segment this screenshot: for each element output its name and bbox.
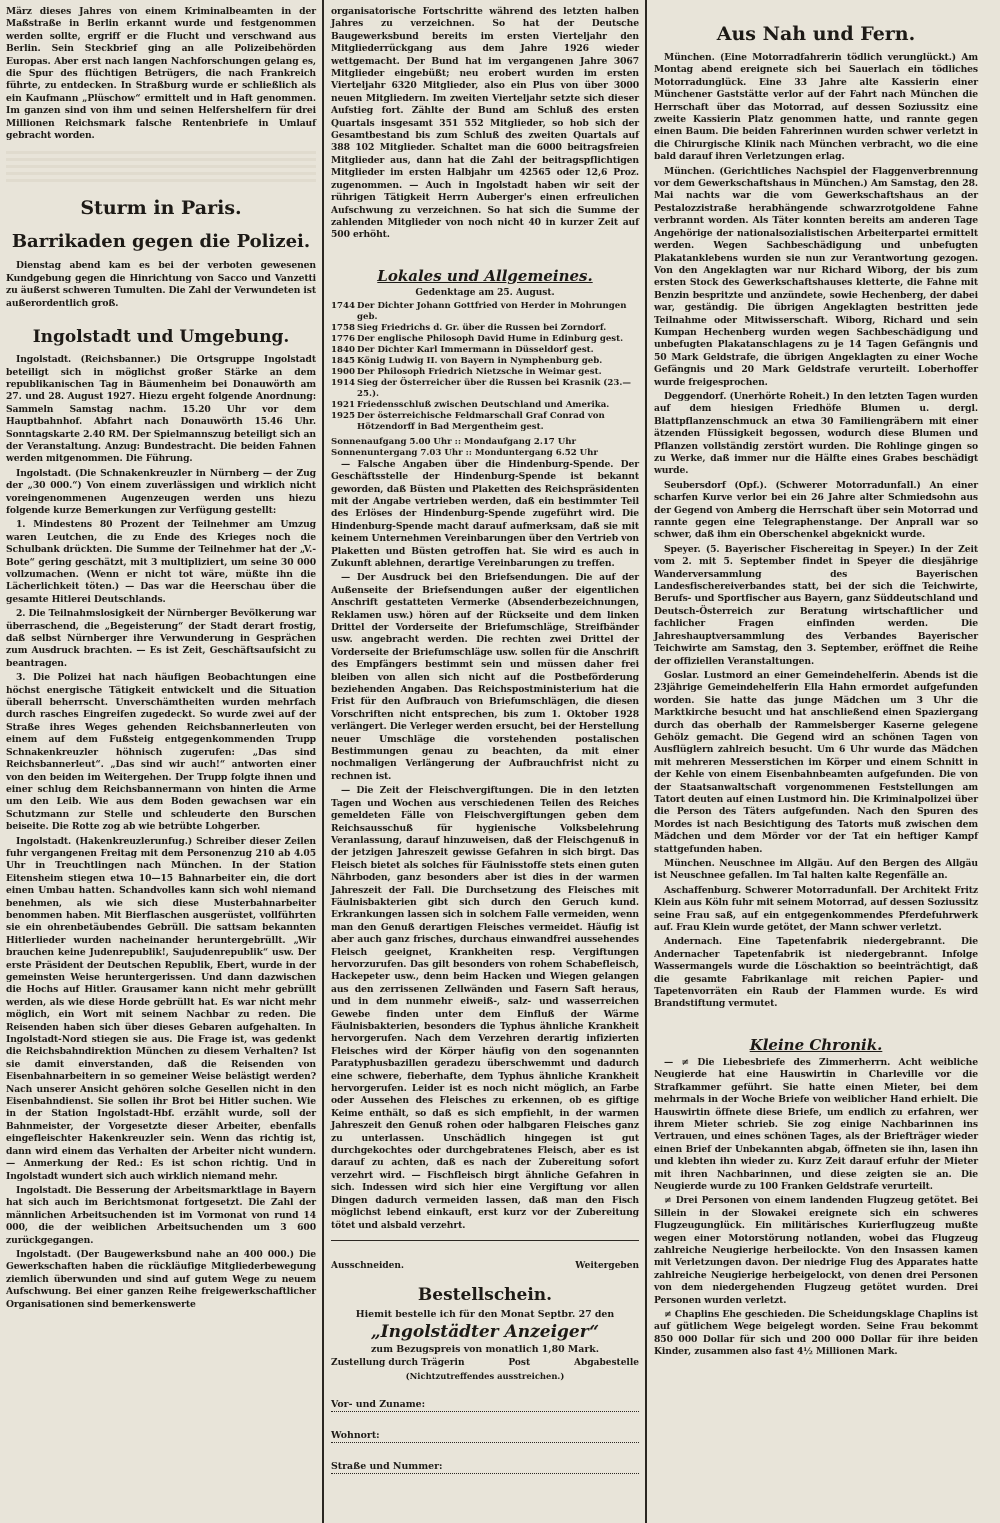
column-middle bbox=[325, 0, 645, 1523]
anniversary-year: 1900 bbox=[331, 366, 355, 377]
article-text: Ingolstadt. Die Besserung der Arbeitsmarktlage in Bayern hat sich auch im Berichtsmonat fortgesetzt. Die Zahl der männlichen Arbeitsuchenden ist im Vormonat von rund 14 000, die der weiblichen Arbeitsuchenden um 3 600 zurückgegangen. bbox=[6, 1184, 316, 1246]
article-text: München. (Eine Motorradfahrerin tödlich verunglückt.) Am Montag abend ereignete sich bei Sauerlach ein tödliches Motorradunglück. Eine 33 Jahre alte Kassierin einer Münchener Gaststätte verlor auf der Fahrt nach München die Herrschaft über das Motorrad, auf dessen Soziussitz eine zweite Kassierin Platz genommen hatte, und rannte gegen einen Baum. Die beiden Fahrerinnen wurden schwer verletzt in die Chirurgische Klinik nach München verbracht, wo die eine bald darauf ihren Verletzungen erlag. bbox=[654, 52, 978, 163]
anniversary-year: 1914 bbox=[331, 377, 355, 388]
article-text: Speyer. (5. Bayerischer Fischereitag in Speyer.) In der Zeit vom 2. mit 5. September findet in Speyer die diesjährige Wanderversammlung des Bayerischen Landesfischereiverbandes statt, bei der sich die Teichwirte, Berufs- und Sportfischer aus Bayern, ganz Süddeutschland und Deutsch-Österreich zur Beratung wirtschaftlicher und fachlicher Fragen einfinden werden. Die Jahreshauptversammlung des Verbandes Bayerischer Teichwirte am Samstag, den 3. September, eröffnet die Reihe der offiziellen Veranstaltungen. bbox=[654, 543, 978, 667]
delivery-post-option[interactable]: Post bbox=[508, 1357, 531, 1368]
delivery-pickup-option[interactable]: Abgabestelle bbox=[574, 1357, 639, 1368]
column-right bbox=[648, 0, 984, 1523]
anniversary-text: König Ludwig II. von Bayern in Nymphenburg geb. bbox=[357, 355, 603, 366]
article-text: Goslar. Lustmord an einer Gemeindehelferin. Abends ist die 23jährige Gemeindehelferin Ella Hahn ermordet aufgefunden worden. Sie hatte das junge Mädchen um 3 Uhr die Marktkirche besucht und hat anschließend einen Spaziergang durch das oberhalb der Rammelsberger Kaserne gelegene Gehölz gemacht. Die Gegend wird an schönen Tagen von Ausflüglern zahlreich besucht. Um 6 Uhr wurde das Mädchen mit mehreren Messerstichen im Körper und einem Schnitt in der Kehle von einem Eisenbahnbeamten aufgefunden. Die von der Staatsanwaltschaft vorgenommenen Feststellungen am Tatort deuten auf einen Lustmord hin. Die Kriminalpolizei über die Person des Täters aufgefunden. Nach den Spuren des Mordes ist nach Besichtigung des Tatorts muß zwischen dem Mädchen und dem Mörder vor der Tat ein heftiger Kampf stattgefunden haben. bbox=[654, 669, 978, 855]
article-text: Ingolstadt. (Der Baugewerksbund nahe an 400 000.) Die Gewerkschaften haben die rückläufige Mitgliederbewegung ziemlich überwunden und sind auf gutem Wege zu neuem Aufschwung. Bei einer ganzen Reihe freigewerkschaftlicher Organisationen sind bemerkenswerte bbox=[6, 1248, 316, 1310]
anniversary-text: Sieg der Österreicher über die Russen bei Krasnik (23.—25.). bbox=[357, 377, 631, 399]
anniversary-row bbox=[331, 411, 639, 433]
article-text: Deggendorf. (Unerhörte Roheit.) In den letzten Tagen wurden auf dem hiesigen Friedhöfe Blumen u. dergl. Blattpflanzenschmuck an etwa 30 Familiengräbern mit einer ätzenden Flüssigkeit begossen, wodurch diese Blumen und Pflanzen vollständig zerstört wurden. Die Rohlinge gingen so zu Werke, daß immer nur die Hälfte eines Grabes beschädigt wurde. bbox=[654, 390, 978, 477]
pass-on-label: Weitergeben bbox=[575, 1260, 639, 1271]
article-text: Seubersdorf (Opf.). (Schwerer Motorradunfall.) An einer scharfen Kurve verlor bei ein 26 Jahre alter Schmiedsohn aus der Gegend von Amberg die Herrschaft über sein Motorrad und rannte gegen eine Telegraphenstange. Der Anprall war so schwer, daß ihm ein Oberschenkel abgeknickt wurde. bbox=[654, 479, 978, 541]
section-subtitle: Gedenktage am 25. August. bbox=[415, 287, 555, 298]
faded-print-area bbox=[6, 148, 316, 186]
anniversary-row bbox=[331, 367, 639, 378]
delivery-carrier-option[interactable]: Zustellung durch Trägerin bbox=[331, 1357, 465, 1368]
anniversary-text: Der englische Philosoph David Hume in Edinburg gest. bbox=[357, 333, 624, 344]
anniversary-row bbox=[331, 334, 639, 345]
article-text: — Der Ausdruck bei den Briefsendungen. Die auf der Außenseite der Briefsendungen außer der eigentlichen Anschrift gestatteten Vermerke (Absenderbezeichnungen, Reklamen usw.) hören auf der Rückseite und dem linken Drittel der Vorderseite der Briefumschläge, Streifbänder usw. angebracht werden. Die rechten zwei Drittel der Vorderseite der Briefumschläge usw. sollen für die Anschrift des Empfängers bestimmt sein und müssen daher frei bleiben von allen sich nicht auf die Postbeförderung beziehenden Angaben. Das Reichspostministerium hat die Frist für den Aufbrauch von Briefumschlägen, die diesen Vorschriften nicht entsprechen, bis zum 1. Oktober 1928 verlängert. Die Verleger werden ersucht, bei der Herstellung neuer Umschläge die vorstehenden postalischen Bestimmungen genau zu beachten, da mit einer nochmaligen Verlängerung der Aufbrauchfrist nicht zu rechnen ist. bbox=[331, 572, 639, 782]
anniversary-text: Friedensschluß zwischen Deutschland und Amerika. bbox=[357, 399, 610, 410]
article-text: März dieses Jahres von einem Kriminalbeamten in der Maßstraße in Berlin erkannt wurde und festgenommen werden sollte, ergriff er die Flucht und verschwand aus Berlin. Sein Steckbrief ging an alle Polizeibehörden Europas. Aber erst nach langen Nachforschungen gelang es, die Spur des flüchtigen Betrügers, die nach Frankreich führte, zu entdecken. In Straßburg wurde er schließlich als ein Kaufmann „Plüschow“ ermittelt und in Haft genommen. Im ganzen sind von ihm und seinen Helfershelfern für drei Millionen Reichsmark falsche Rentenbriefe in Umlauf gebracht worden. bbox=[6, 6, 316, 142]
anniversary-text: Der Philosoph Friedrich Nietzsche in Weimar gest. bbox=[357, 366, 602, 377]
article-text: 3. Die Polizei hat nach häufigen Beobachtungen eine höchst energische Tätigkeit entwickelt und die Situation überall beherrscht. Unverschämtheiten wurden mehrfach durch rasches Eingreifen zugedeckt. So wurde zwei auf der Straße ihres Weges gehenden Reichsbannerleuten von einem auf dem Fußsteig entgegenkommenden Trupp Schnakenkreuzler höhnisch zugerufen: „Das sind Reichsbannerleut“. „Das sind wir auch!“ antworten einer von den beiden im Weitergehen. Der Trupp folgte ihnen und einer schlug dem Reichsbannermann von hinten die Arme um den Leib. Wie aus dem Boden gewachsen war ein Schutzmann zur Stelle und schleuderte den Burschen beiseite. Die Rotte zog ab wie betrübte Lohgerber. bbox=[6, 672, 316, 833]
delivery-options bbox=[331, 1358, 639, 1368]
sun-times-row: Sonnenuntergang 7.03 Uhr :: Monduntergang 6.52 Uhr bbox=[331, 447, 598, 458]
sun-moon-times bbox=[331, 448, 639, 459]
article-text: 2. Die Teilnahmslosigkeit der Nürnberger Bevölkerung war überraschend, die „Begeisterung“ der Stadt derart frostig, daß selbst Nürnberger ihre Verwunderung in Gesprächen zum Ausdruck brachten. — Es ist Zeit, Geschäftsaufsicht zu beantragen. bbox=[6, 608, 316, 669]
article-text: — ≠ Die Liebesbriefe des Zimmerherrn. Acht weibliche Neugierde hat eine Hauswirtin in Charleville vor die Strafkammer geführt. Sie hatte einen Mieter, bei dem mehrmals in der Woche Briefe von weiblicher Hand erhielt. Die Hauswirtin öffnete diese Briefe, um endlich zu erfahren, wer ihrem Mieter schrieb. Sie zog einige Nachbarinnen ins Vertrauen, und eines schönen Tages, als der Briefträger wieder einen Brief der Unbekannten abgab, öffneten sie ihn, lasen ihn und klebten ihn wieder zu. Kurz Zeit darauf erfuhr der Mieter mit ihren Nachbarinnen, und diese zeigten sie an. Die Neugierde wurde zu 100 Franken Geldstrafe verurteilt. bbox=[654, 1056, 978, 1192]
headline: Sturm in Paris. bbox=[80, 197, 242, 220]
anniversary-text: Der österreichische Feldmarschall Graf Conrad von Hötzendorff in Bad Mergentheim gest. bbox=[357, 410, 605, 432]
sun-times-row: Sonnenaufgang 5.00 Uhr :: Mondaufgang 2.17 Uhr bbox=[331, 436, 577, 447]
order-form-text: Hiemit bestelle ich für den Monat Septbr. 27 den bbox=[355, 1308, 615, 1320]
column-left bbox=[0, 0, 322, 1523]
anniversary-row bbox=[331, 378, 639, 400]
anniversary-year: 1925 bbox=[331, 410, 355, 421]
anniversary-row bbox=[331, 301, 639, 323]
anniversary-year: 1845 bbox=[331, 355, 355, 366]
section-title: Ingolstadt und Umgebung. bbox=[32, 327, 290, 348]
order-form-text: zum Bezugspreis von monatlich 1,80 Mark. bbox=[370, 1343, 600, 1355]
anniversary-year: 1776 bbox=[331, 333, 355, 344]
article-text: München. Neuschnee im Allgäu. Auf den Bergen des Allgäu ist Neuschnee gefallen. Im Tal halten kalte Regenfälle an. bbox=[654, 858, 978, 882]
anniversary-text: Sieg Friedrichs d. Gr. über die Russen bei Zorndorf. bbox=[357, 322, 607, 333]
residence-field[interactable]: Wohnort: bbox=[331, 1430, 639, 1443]
name-field[interactable]: Vor- und Zuname: bbox=[331, 1399, 639, 1412]
anniversary-year: 1921 bbox=[331, 399, 355, 410]
subheadline: Barrikaden gegen die Polizei. bbox=[11, 231, 311, 253]
order-form-note: (Nichtzutreffendes ausstreichen.) bbox=[405, 1370, 565, 1381]
article-text: organisatorische Fortschritte während des letzten halben Jahres zu verzeichnen. So hat der Deutsche Baugewerksbund bereits im ersten Vierteljahr den Mitgliederrückgang aus dem Jahre 1926 wieder wettgemacht. Der Bund hat im vergangenen Jahre 3067 Mitglieder eingebüßt; neu erobert wurden im ersten Vierteljahr 6320 Mitglieder, also ein Plus von über 3000 neuen Mitgliedern. Im zweiten Vierteljahr setzte sich dieser Aufstieg fort. Zählte der Bund am Schluß des ersten Quartals insgesamt 351 552 Mitglieder, so hob sich der Gesamtbestand bis zum Schluß des zweiten Quartals auf 388 102 Mitglieder. Schaltet man die 6000 beitragsfreien Mitglieder aus, dann hat die Zahl der beitragspflichtigen Mitglieder im ersten Halbjahr um 42565 oder 12,6 Proz. zugenommen. — Auch in Ingolstadt haben wir seit der rührigen Tätigkeit Herrn Auberger's einen erfreulichen Aufschwung zu verzeichnen. So hat sich die Summe der zahlenden Mitglieder von noch nicht 40 in kurzer Zeit auf 500 erhöht. bbox=[331, 6, 639, 241]
article-text: Andernach. Eine Tapetenfabrik niedergebrannt. Die Andernacher Tapetenfabrik ist niedergebrannt. Infolge Wassermangels wurde die Löschaktion so beeinträchtigt, daß die gesamte Fabrikanlage mit reichen Papier- und Tapetenvorräten ein Raub der Flammen wurde. Es wird Brandstiftung vermutet. bbox=[654, 936, 978, 1010]
column-rule bbox=[322, 0, 324, 1523]
section-title: Lokales und Allgemeines. bbox=[377, 266, 593, 285]
article-text: Dienstag abend kam es bei der verboten gewesenen Kundgebung gegen die Hinrichtung von Sacco und Vanzetti zu äußerst schweren Tumulten. Die Zahl der Verwundeten ist außerordentlich groß. bbox=[6, 260, 316, 309]
section-title: Aus Nah und Fern. bbox=[716, 23, 916, 45]
section-title: Kleine Chronik. bbox=[749, 1035, 883, 1054]
anniversary-row bbox=[331, 345, 639, 356]
sun-moon-times bbox=[331, 437, 639, 448]
order-form-title: Bestellschein. bbox=[417, 1284, 553, 1305]
article-text: — Die Zeit der Fleischvergiftungen. Die in den letzten Tagen und Wochen aus verschiedenen Teilen des Reiches gemeldeten Fälle von Fleischvergiftungen geben dem Reichsausschuß für hygienische Volksbelehrung Veranlassung, darauf hinzuweisen, daß der Fleischgenuß in der jetzigen Jahreszeit gewisse Gefahren in sich birgt. Das Fleisch bietet als solches für Fäulnisstoffe stets einen guten Nährboden, ganz besonders aber ist dies in der warmen Jahreszeit der Fall. Die Durchsetzung des Fleisches mit Fäulnisbakterien gibt sich durch den Geruch kund. Erkrankungen lassen sich in solchem Falle vermeiden, wenn man den Genuß derartigen Fleisches vermeidet. Häufig ist aber auch ganz frisches, durchaus einwandfrei aussehendes Fleisch geeignet, Krankheiten resp. Vergiftungen hervorzurufen. Das gilt besonders von rohem Schabefleisch, Hackepeter usw., denn beim Hacken und Wiegen gelangen aus den zerrissenen Zellwänden und Fasern Saft heraus, und in dem nunmehr eiweiß-, salz- und wasserreichen Gewebe finden unter dem Einfluß der Wärme Fäulnisbakterien, besonders die Typhus ähnliche Krankheit hervorgerufen. Nach dem Verzehren derartig infizierten Fleisches wird der Körper häufig von den sogenannten Paratyphusbazillen geradezu überschwemmt und dadurch eine schwere, fieberhafte, dem Typhus ähnliche Krankheit hervorgerufen. Leider ist es noch nicht möglich, an Farbe oder Aussehen des Fleisches zu erkennen, ob es giftige Keime enthält, so daß es sich empfiehlt, in der warmen Jahreszeit den Genuß rohen oder halbgaren Fleisches ganz zu unterlassen. Unschädlich hingegen ist gut durchgekochtes oder durchgebratenes Fleisch, aber es ist darauf zu achten, daß es nach der Zubereitung sofort verzehrt wird. — Fischfleisch birgt ähnliche Gefahren in sich. Indessen wird sich hier eine Vergiftung vor allen Dingen dadurch vermeiden lassen, daß man den Fisch möglichst lebend einkauft, erst kurz vor der Zubereitung tötet und alsbald verzehrt. bbox=[331, 785, 639, 1231]
order-form bbox=[331, 1261, 639, 1474]
anniversary-year: 1758 bbox=[331, 322, 355, 333]
article-text: Ingolstadt. (Hakenkreuzlerunfug.) Schreiber dieser Zeilen fuhr vergangenen Freitag mit dem Personenzug 210 ab 4.05 Uhr in Treuchtlingen nach München. In der Station Eitensheim stiegen etwa 10—15 Bahnarbeiter ein, die dort einen Umbau hatten. Schandvolles kann sich wohl niemand benehmen, als wie sich diese Musterbahnarbeiter benommen haben. Mit Bierflaschen ausgerüstet, vollführten sie ein ohrenbetäubendes Gebrüll. Die sattsam bekannten Hitlerlieder wurden nacheinander heruntergebrüllt. „Wir brauchen keine Judenrepublik!, Saujudenrepublik“ usw. Der erste Präsident der Deutschen Republik, Ebert, wurde in der gemeinsten Weise heruntergerissen. Und dann dazwischen die Hochs auf Hitler. Grausamer kann nicht mehr gebrüllt werden, als wie diese Horde gebrüllt hat. Es war nicht mehr möglich, ein Wort mit seinem Nachbar zu reden. Die Reisenden haben sich über dieses Gebaren aufgehalten. In Ingolstadt-Nord stiegen sie aus. Die Frage ist, was gedenkt die Reichsbahndirektion München zu diesem Verhalten? Ist sie damit einverstanden, daß die Reisenden von Eisenbahnarbeitern in so gemeiner Weise belästigt werden? Nach unserer Ansicht gehören solche Gesellen nicht in den Eisenbahndienst. Sie sollen ihr Brot bei Hitler suchen. Wie in der Station Ingolstadt-Hbf. erzählt wurde, soll der Bahnmeister, der Vorgesetzte dieser Arbeiter, ebenfalls eingefleischter Hakenkreuzler sein. Wenn das richtig ist, dann wird einem das Verhalten der Arbeiter nicht wundern. — Anmerkung der Red.: Es ist schon richtig. Und in Ingolstadt wundert sich auch wirklich niemand mehr. bbox=[6, 835, 316, 1182]
anniversary-text: Der Dichter Karl Immermann in Düsseldorf gest. bbox=[357, 344, 594, 355]
article-text: Aschaffenburg. Schwerer Motorradunfall. Der Architekt Fritz Klein aus Köln fuhr mit seinem Motorrad, auf dessen Soziussitz seine Frau saß, auf ein entgegenkommendes Pferdefuhrwerk auf. Frau Klein wurde getötet, der Mann schwer verletzt. bbox=[654, 884, 978, 934]
article-text: 1. Mindestens 80 Prozent der Teilnehmer am Umzug waren Leutchen, die zu Ende des Krieges noch die Schulbank drückten. Die Summe der Teilnehmer hat der „V.-Bote“ gering geschätzt, mit 3 multipliziert, um seine 30 000 vollzumachen. (Wenn er nicht tot wäre, müßte ihn die Lächerlichkeit töten.) — Das war die Heerschau über die gesamte Hitlerei Deutschlands. bbox=[6, 519, 316, 605]
anniversary-row bbox=[331, 356, 639, 367]
anniversary-row bbox=[331, 323, 639, 334]
anniversary-year: 1840 bbox=[331, 344, 355, 355]
article-text: ≠ Drei Personen von einem landenden Flugzeug getötet. Bei Sillein in der Slowakei ereignete sich ein schweres Flugzeugunglück. Ein militärisches Kurierflugzeug mußte wegen einer Motorstörung notlanden, wobei das Flugzeug zahlreiche Neugierige herbeilockte. Von den Insassen kamen mit Verletzungen davon. Der niedrige Flug des Apparates hatte zahlreiche Neugierige herbeigelockt, von denen drei Personen von dem niedergehenden Flugzeug getötet wurden. Drei Personen wurden verletzt. bbox=[654, 1195, 978, 1306]
anniversary-year: 1744 bbox=[331, 300, 355, 311]
divider bbox=[331, 1240, 639, 1241]
street-field[interactable]: Straße und Nummer: bbox=[331, 1461, 639, 1474]
anniversary-table bbox=[331, 301, 639, 433]
cut-label: Ausschneiden. bbox=[331, 1260, 405, 1271]
column-rule bbox=[645, 0, 647, 1523]
article-text: München. (Gerichtliches Nachspiel der Flaggenverbrennung vor dem Gewerkschaftshaus in München.) Am Samstag, den 28. Mai nachts war die vom Gewerkschaftshaus an der Pestalozzistraße herabhängende schwarzrotgoldene Fahne verbrannt worden. Als Täter konnten bereits am anderen Tage Angehörige der nationalsozialistischen Arbeiterpartei ermittelt werden. Wegen Sachbeschädigung und unbefugten Plakatanklebens wurden sie nun zur Verantwortung gezogen. Von den Angeklagten war nur Richard Wiborg, der bis zum ersten Stock des Gewerkschaftshauses kletterte, die Fahne mit Benzin bespritzte und anzündete, sowie Hechenberg, der dabei war, geständig. Die übrigen Angeklagten bestritten jede Teilnahme oder Mitwisserschaft. Wiborg, Richard und sein Kumpan Hechenberg wurden wegen Sachbeschädigung und unbefugten Plakatanschlagens zu je 14 Tagen Gefängnis und 50 Mark Geldstrafe, die übrigen Angeklagten zu einer Woche Gefängnis und 20 Mark Geldstrafe verurteilt. Loberhoffer wurde freigesprochen. bbox=[654, 165, 978, 388]
order-form-header bbox=[331, 1261, 639, 1271]
article-text: ≠ Chaplins Ehe geschieden. Die Scheidungsklage Chaplins ist auf gütlichem Wege beigelegt worden. Seine Frau bekommt 850 000 Dollar für sich und 200 000 Dollar für ihre beiden Kinder, zusammen also fast 4½ Millionen Mark. bbox=[654, 1309, 978, 1358]
article-text: — Falsche Angaben über die Hindenburg-Spende. Der Geschäftsstelle der Hindenburg-Spende ist bekannt geworden, daß Büsten und Plaketten des Reichspräsidenten mit der Angabe vertrieben werden, daß ein bestimmter Teil des Erlöses der Hindenburg-Spende zugeführt wird. Die Hindenburg-Spende macht darauf aufmerksam, daß sie mit keinem Unternehmen Vereinbarungen über den Vertrieb von Plaketten und Büsten getroffen hat. Sie wird es auch in Zukunft ablehnen, derartige Vereinbarungen zu treffen. bbox=[331, 458, 639, 569]
anniversary-text: Der Dichter Johann Gottfried von Herder in Mohrungen geb. bbox=[357, 300, 627, 322]
anniversary-row bbox=[331, 400, 639, 411]
article-text: Ingolstadt. (Die Schnakenkreuzler in Nürnberg — der Zug der „30 000.“) Von einem zuverlässigen und wirklich nicht voreingenommenen Augenzeugen werden uns hiezu folgende kurze Bemerkungen zur Verfügung gestellt: bbox=[6, 467, 316, 516]
newspaper-name: „Ingolstädter Anzeiger“ bbox=[370, 1321, 600, 1342]
article-text: Ingolstadt. (Reichsbanner.) Die Ortsgruppe Ingolstadt beteiligt sich in möglichst großer Stärke an dem republikanischen Tag in Bäumenheim bei Donauwörth am 27. und 28. August 1927. Hiezu ergeht folgende Anordnung: Sammeln Samstag nachm. 15.20 Uhr vor dem Hauptbahnhof. Abfahrt nach Donauwörth 15.46 Uhr. Sonntagskarte 2.40 RM. Der Spielmannszug beteiligt sich an der Veranstaltung. Anzug: Bundestracht. Die beiden Fahnen werden mitgenommen. Die Führung. bbox=[6, 354, 316, 465]
